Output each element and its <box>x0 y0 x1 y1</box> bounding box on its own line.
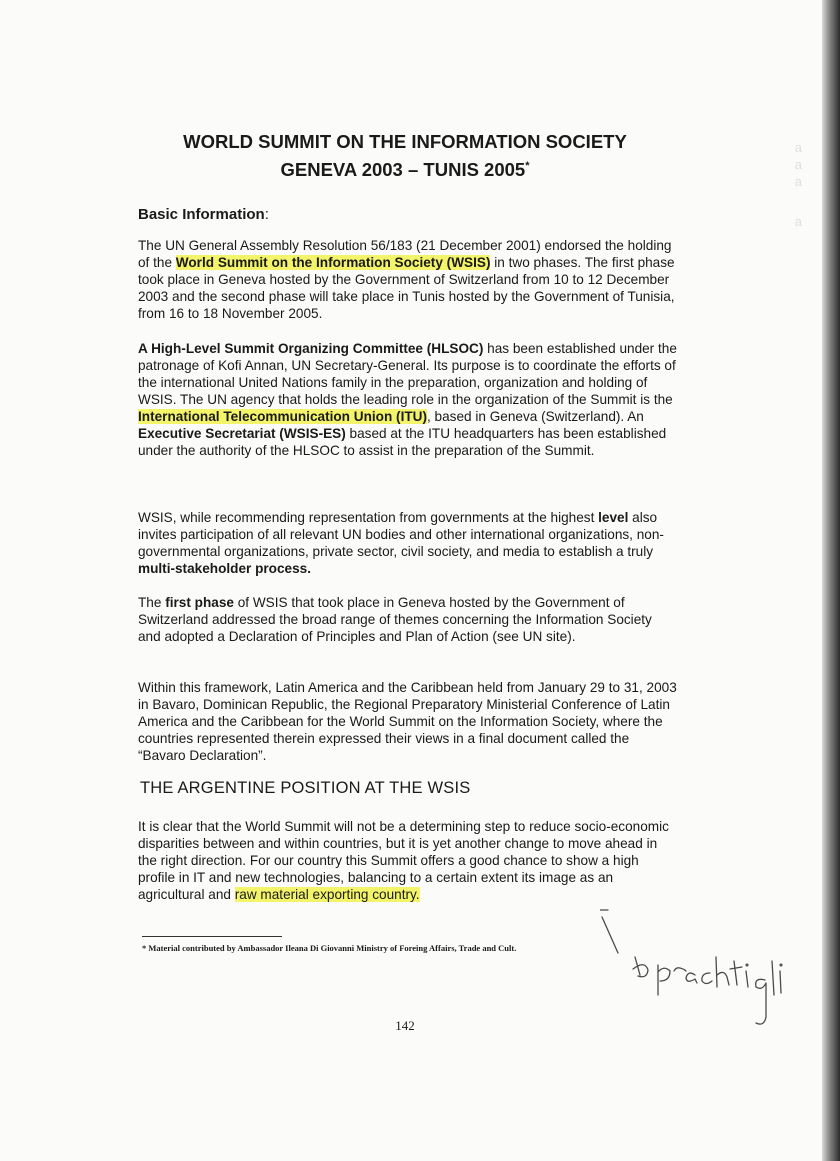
section-heading-argentine-position: THE ARGENTINE POSITION AT THE WSIS <box>140 779 471 797</box>
text-run: in two phases. The first phase took place in Geneva hosted by the Government of Switzerland from 10 to 12 December 2003 and the second phase will take place in Tunis hosted by the Government of Tunisia, from 16 to 18 November 2005. <box>138 255 675 321</box>
bleed-through-text: a <box>794 174 802 189</box>
highlighted-text: World Summit on the Information Society (WSIS) <box>175 255 491 270</box>
bold-text: Executive Secretariat (WSIS-ES) <box>138 426 346 441</box>
footnote-marker: * <box>525 160 530 172</box>
heading-colon: : <box>264 206 269 223</box>
highlighted-text: raw material exporting country. <box>234 887 420 902</box>
paragraph-first-phase <box>138 594 678 645</box>
text-run: The <box>138 595 166 610</box>
title-line-2 <box>130 154 680 182</box>
title-line-1: WORLD SUMMIT ON THE INFORMATION SOCIETY <box>183 131 627 152</box>
footnote: * Material contributed by Ambassador Ileana Di Giovanni Ministry of Foreing Affairs, Trade and Cult. <box>142 943 517 953</box>
highlighted-text: International Telecommunication Union (ITU) <box>138 409 427 424</box>
bold-text: multi-stakeholder process. <box>138 561 311 576</box>
text-run: of WSIS that took place in Geneva hosted by the Government of Switzerland addressed the broad range of themes concerning the Information Society and adopted a Declaration of Principles and Plan of Action (see UN site). <box>138 595 652 644</box>
bleed-through-text: a <box>794 214 802 229</box>
text-run: WSIS, while recommending representation from governments at the highest <box>138 510 599 525</box>
document-title <box>130 130 680 182</box>
paragraph-hlsoc <box>138 340 678 459</box>
text-run: It is clear that the World Summit will not be a determining step to reduce socio-economic disparities between and within countries, but it is yet another change to move ahead in the right direction. For our country this Summit offers a good chance to show a high profile in IT and new technologies, balancing to a certain extent its image as an agricultural and <box>138 819 669 902</box>
bleed-through-text: a <box>794 157 802 172</box>
bold-text: first phase <box>165 595 234 610</box>
paragraph-bavaro <box>138 679 678 764</box>
text-run: also invites participation of all relevant UN bodies and other international organizations, non-governmental organizations, private sector, civil society, and media to establish a truly <box>138 510 664 559</box>
section-heading-basic-information <box>138 206 269 223</box>
paragraph-argentine <box>138 818 678 903</box>
heading-text: Basic Information <box>138 206 265 223</box>
text-run: The UN General Assembly Resolution 56/183 (21 December 2001) endorsed the holding of the <box>138 238 672 270</box>
text-run: based at the ITU headquarters has been established under the authority of the HLSOC to assist in the preparation of the Summit. <box>138 426 667 458</box>
title-line-2-text: GENEVA 2003 – TUNIS 2005 <box>280 159 526 181</box>
text-run: Within this framework, Latin America and the Caribbean held from January 29 to 31, 2003 in Bavaro, Dominican Republic, the Regional Preparatory Ministerial Conference of Latin America and the Caribbean for the World Summit on the Information Society, where the countries represented therein expressed their views in a final document called the “Bavaro Declaration”. <box>138 680 677 763</box>
bold-text: level <box>598 510 629 525</box>
paragraph-participation <box>138 509 678 577</box>
bold-text: A High-Level Summit Organizing Committee (HLSOC) <box>138 341 484 356</box>
bleed-through-text: a <box>794 140 802 155</box>
text-run: , based in Geneva (Switzerland). An <box>427 409 644 424</box>
text-run: has been established under the patronage of Kofi Annan, UN Secretary-General. Its purpose is to coordinate the efforts of the international United Nations family in the preparation, organization and holding of WSIS. The UN agency that holds the leading role in the organization of the Summit is the <box>138 341 677 407</box>
footnote-divider <box>142 936 282 937</box>
handwritten-annotation <box>600 905 830 1045</box>
page-edge-shadow <box>822 0 840 1161</box>
page-number: 142 <box>395 1018 415 1033</box>
paragraph-resolution <box>138 237 678 322</box>
